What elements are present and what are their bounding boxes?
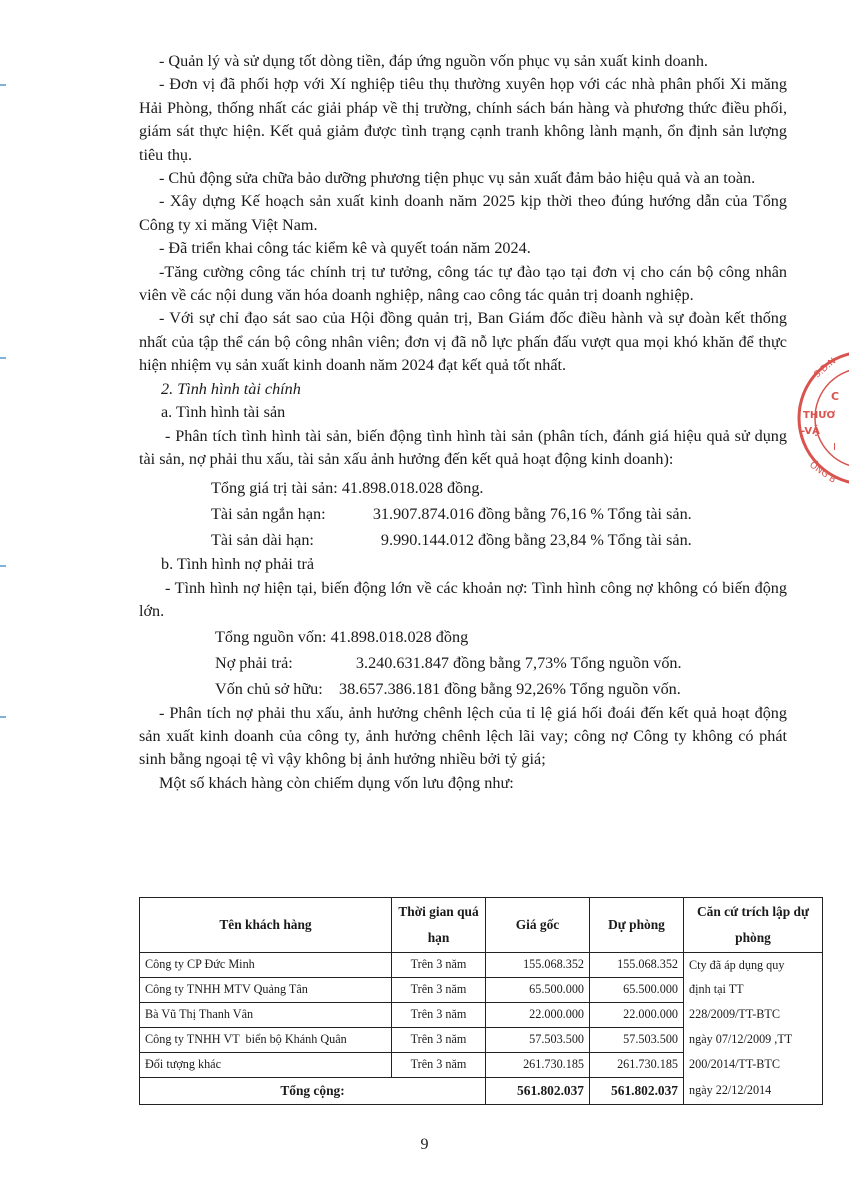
subsection-heading-liabilities: b. Tình hình nợ phải trả — [161, 555, 315, 574]
customer-name: Công ty TNHH VT biển bộ Khánh Quân — [140, 1028, 392, 1053]
svg-text:-VẬ: -VẬ — [801, 426, 820, 437]
cost-value: 261.730.185 — [486, 1053, 590, 1078]
payables-label: Nợ phải trả: — [215, 653, 293, 672]
table-header-row — [140, 898, 823, 953]
provision-value: 22.000.000 — [590, 1003, 684, 1028]
table-row — [140, 1053, 823, 1078]
paragraph: - Xây dựng Kế hoạch sản xuất kinh doanh năm 2025 kịp thời theo đúng hướng dẫn của Tổng Công ty xi măng Việt Nam. — [139, 192, 787, 234]
liabilities-intro: - Tình hình nợ hiện tại, biến động lớn về các khoản nợ: Tình hình công nợ không có biến động lớn. — [139, 578, 787, 621]
header-customer: Tên khách hàng — [140, 898, 392, 953]
margin-mark — [0, 716, 6, 718]
table-row — [140, 953, 823, 978]
short-assets-value: 31.907.874.016 — [372, 505, 474, 524]
company-seal-icon — [795, 348, 849, 488]
basis-text: ngày 07/12/2009 ,TT — [684, 1028, 823, 1053]
section-title: 2. Tình hình tài chính — [161, 379, 301, 398]
cost-value: 22.000.000 — [486, 1003, 590, 1028]
long-assets-label: Tài sản dài hạn: — [211, 531, 314, 550]
table-intro: Một số khách hàng còn chiếm dụng vốn lưu động như: — [159, 773, 514, 792]
margin-mark — [0, 84, 6, 86]
overdue-receivables-table — [139, 897, 823, 1105]
total-cost: 561.802.037 — [486, 1078, 590, 1105]
paragraph: -Tăng cường công tác chính trị tư tưởng, công tác tự đào tạo tại đơn vị cho cán bộ công nhân viên về các nội dung văn hóa doanh nghiệp, nâng cao công tác quản trị doanh nghiệp. — [139, 262, 787, 305]
assets-intro: - Phân tích tình hình tài sản, biến động tình hình tài sản (phân tích, đánh giá hiệu quả sử dụng tài sản, nợ phải thu xấu, tài sản xấu ảnh hưởng đến kết quả hoạt động kinh doanh): — [139, 426, 787, 468]
section-heading — [161, 378, 787, 401]
provision-value: 65.500.000 — [590, 978, 684, 1003]
total-capital-value: 41.898.018.028 đồng — [330, 627, 469, 646]
equity-label: Vốn chủ sở hữu: — [215, 679, 323, 698]
payables-desc: đồng bằng 7,73% Tổng nguồn vốn. — [453, 653, 682, 672]
customer-name: Công ty CP Đức Minh — [140, 953, 392, 978]
cost-value: 57.503.500 — [486, 1028, 590, 1053]
svg-text:I: I — [833, 442, 836, 453]
basis-text: Cty đã áp dụng quy — [684, 953, 823, 978]
basis-text: 200/2014/TT-BTC — [684, 1053, 823, 1078]
document-body — [139, 50, 787, 795]
total-label: Tổng cộng: — [140, 1078, 486, 1105]
basis-text: 228/2009/TT-BTC — [684, 1003, 823, 1028]
long-assets-row — [211, 527, 787, 553]
payables-value: 3.240.631.847 — [355, 653, 449, 672]
provision-value: 155.068.352 — [590, 953, 684, 978]
customer-name: Đối tượng khác — [140, 1053, 392, 1078]
equity-value: 38.657.386.181 — [339, 679, 441, 698]
overdue-period: Trên 3 năm — [392, 1028, 486, 1053]
overdue-period: Trên 3 năm — [392, 953, 486, 978]
paragraph: - Với sự chỉ đạo sát sao của Hội đồng quản trị, Ban Giám đốc điều hành và sự đoàn kết thống nhất của tập thể cán bộ công nhân viên; đơn vị đã nỗ lực phấn đấu vượt qua mọi khó khăn để thực hiện nhiệm vụ sản xuất kinh doanh năm 2024 đạt kết quả tốt nhất. — [139, 309, 787, 375]
customer-name: Công ty TNHH MTV Quảng Tân — [140, 978, 392, 1003]
overdue-period: Trên 3 năm — [392, 978, 486, 1003]
table-row — [140, 1028, 823, 1053]
svg-text:THƯƠ: THƯƠ — [803, 410, 836, 421]
short-assets-label: Tài sản ngắn hạn: — [211, 505, 326, 524]
provision-value: 57.503.500 — [590, 1028, 684, 1053]
svg-text:ỒNG B: ỒNG B — [807, 460, 838, 486]
subsection-heading-assets: a. Tình hình tài sản — [161, 403, 286, 422]
table-total-row — [140, 1078, 823, 1105]
margin-mark — [0, 565, 6, 567]
svg-text:C: C — [831, 390, 840, 403]
provision-value: 261.730.185 — [590, 1053, 684, 1078]
header-cost: Giá gốc — [486, 898, 590, 953]
equity-desc: đồng bằng 92,26% Tổng nguồn vốn. — [444, 679, 681, 698]
assets-figures — [139, 471, 787, 553]
total-capital-label: Tổng nguồn vốn: — [215, 627, 327, 646]
total-assets-label: Tổng giá trị tài sản: — [211, 479, 338, 498]
long-assets-value: 9.990.144.012 — [380, 531, 474, 550]
paragraph: - Chủ động sửa chữa bảo dưỡng phương tiện phục vụ sản xuất đảm bảo hiệu quả và an toàn. — [159, 169, 756, 188]
equity-row — [215, 676, 787, 702]
header-basis: Căn cứ trích lập dự phòng — [684, 898, 823, 953]
table-row — [140, 978, 823, 1003]
short-assets-desc: đồng bằng 76,16 % Tổng tài sản. — [478, 505, 692, 524]
cost-value: 155.068.352 — [486, 953, 590, 978]
page-number: 9 — [420, 1136, 429, 1153]
paragraph: - Đã triển khai công tác kiểm kê và quyết toán năm 2024. — [159, 239, 531, 258]
header-provision: Dự phòng — [590, 898, 684, 953]
overdue-period: Trên 3 năm — [392, 1003, 486, 1028]
long-assets-desc: đồng bằng 23,84 % Tổng tài sản. — [478, 531, 692, 550]
table-row — [140, 1003, 823, 1028]
short-assets-row — [211, 501, 787, 527]
liabilities-analysis: - Phân tích nợ phải thu xấu, ảnh hưởng chênh lệch của tỉ lệ giá hối đoái đến kết quả hoạt động sản xuất kinh doanh của công ty, ảnh hưởng chênh lệch lãi vay; công nợ Công ty không có phát sinh bằng ngoại tệ vì vậy không bị ảnh hưởng nhiều bởi tỷ giá; — [139, 703, 787, 769]
header-overdue: Thời gian quá hạn — [392, 898, 486, 953]
overdue-period: Trên 3 năm — [392, 1053, 486, 1078]
total-assets-value: 41.898.018.028 đồng. — [341, 479, 484, 498]
basis-text: định tại TT — [684, 978, 823, 1003]
total-basis: ngày 22/12/2014 — [684, 1078, 823, 1105]
cost-value: 65.500.000 — [486, 978, 590, 1003]
svg-text:S.Đ.N: S.Đ.N — [812, 356, 839, 381]
margin-mark — [0, 357, 6, 359]
paragraph: - Quản lý và sử dụng tốt dòng tiền, đáp ứng nguồn vốn phục vụ sản xuất kinh doanh. — [159, 52, 708, 70]
payables-row — [215, 650, 787, 676]
liabilities-figures — [139, 624, 787, 702]
paragraph: - Đơn vị đã phối hợp với Xí nghiệp tiêu thụ thường xuyên họp với các nhà phân phối Xi măng Hải Phòng, thống nhất các giải pháp về thị trường, chính sách bán hàng và phương thức điều phối, giám sát thực hiện. Kết quả giảm được tình trạng cạnh tranh không lành mạnh, ổn định sản lượng tiêu thụ. — [139, 75, 787, 164]
customer-name: Bà Vũ Thị Thanh Vân — [140, 1003, 392, 1028]
total-capital-row — [215, 624, 787, 650]
total-provision: 561.802.037 — [590, 1078, 684, 1105]
total-assets-row — [211, 475, 787, 501]
